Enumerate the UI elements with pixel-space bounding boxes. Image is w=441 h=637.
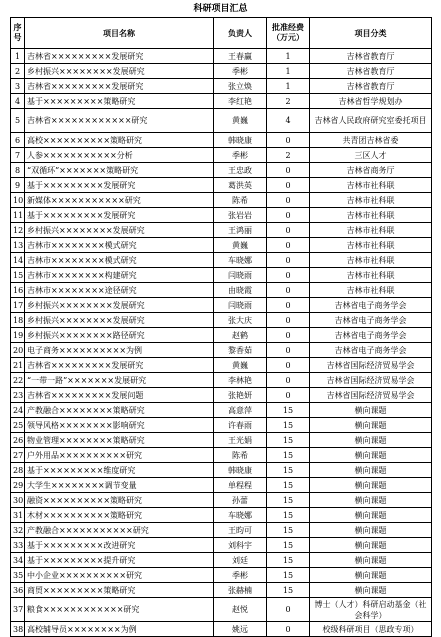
table-row	[11, 328, 432, 343]
table-row	[11, 148, 432, 163]
approved-funding: 0	[267, 328, 310, 343]
row-index: 35	[11, 568, 25, 583]
project-name: 乡村振兴××××××××发展研究	[25, 223, 214, 238]
table-row	[11, 418, 432, 433]
table-row	[11, 223, 432, 238]
project-category: 三区人才	[310, 148, 432, 163]
table-row	[11, 433, 432, 448]
person-in-charge: 黎香茹	[214, 343, 267, 358]
project-category: 横向课题	[310, 418, 432, 433]
table-row	[11, 448, 432, 463]
approved-funding: 1	[267, 79, 310, 94]
row-index: 20	[11, 343, 25, 358]
person-in-charge: 韩晓康	[214, 133, 267, 148]
project-name: 高校××××××××××策略研究	[25, 133, 214, 148]
person-in-charge: 李林艳	[214, 373, 267, 388]
person-in-charge: 季彬	[214, 64, 267, 79]
table-row	[11, 523, 432, 538]
project-category: 横向课题	[310, 553, 432, 568]
table-row	[11, 622, 432, 637]
person-in-charge: 高意萍	[214, 403, 267, 418]
person-in-charge: 韩晓康	[214, 463, 267, 478]
row-index: 11	[11, 208, 25, 223]
table-row	[11, 64, 432, 79]
table-row	[11, 553, 432, 568]
project-category: 吉林省电子商务学会	[310, 343, 432, 358]
person-in-charge: 刘科宇	[214, 538, 267, 553]
project-name: 粮食××××××××××××研究	[25, 598, 214, 622]
row-index: 18	[11, 313, 25, 328]
project-category: 吉林市社科联	[310, 193, 432, 208]
project-name: “双循环”×××××××策略研究	[25, 163, 214, 178]
row-index: 25	[11, 418, 25, 433]
row-index: 2	[11, 64, 25, 79]
row-index: 15	[11, 268, 25, 283]
approved-funding: 15	[267, 478, 310, 493]
table-row	[11, 133, 432, 148]
row-index: 33	[11, 538, 25, 553]
table-row	[11, 163, 432, 178]
row-index: 28	[11, 463, 25, 478]
project-name: “一带一路”×××××××发展研究	[25, 373, 214, 388]
project-category: 吉林市社科联	[310, 178, 432, 193]
approved-funding: 0	[267, 178, 310, 193]
person-in-charge: 张艳妍	[214, 388, 267, 403]
row-index: 36	[11, 583, 25, 598]
person-in-charge: 陈希	[214, 193, 267, 208]
approved-funding: 15	[267, 448, 310, 463]
project-name: 基于×××××××××改进研究	[25, 538, 214, 553]
person-in-charge: 黄巍	[214, 109, 267, 133]
approved-funding: 15	[267, 538, 310, 553]
table-header-row	[11, 18, 432, 49]
approved-funding: 15	[267, 463, 310, 478]
row-index: 37	[11, 598, 25, 622]
approved-funding: 0	[267, 343, 310, 358]
person-in-charge: 刘廷	[214, 553, 267, 568]
table-row	[11, 238, 432, 253]
approved-funding: 15	[267, 568, 310, 583]
row-index: 22	[11, 373, 25, 388]
person-in-charge: 孙蕾	[214, 493, 267, 508]
row-index: 38	[11, 622, 25, 637]
project-category: 横向课题	[310, 478, 432, 493]
table-row	[11, 493, 432, 508]
person-in-charge: 张大庆	[214, 313, 267, 328]
approved-funding: 15	[267, 583, 310, 598]
row-index: 32	[11, 523, 25, 538]
project-category: 吉林省国际经济贸易学会	[310, 388, 432, 403]
project-category: 吉林省电子商务学会	[310, 298, 432, 313]
row-index: 6	[11, 133, 25, 148]
table-row	[11, 178, 432, 193]
approved-funding: 15	[267, 493, 310, 508]
row-index: 17	[11, 298, 25, 313]
approved-funding: 0	[267, 193, 310, 208]
row-index: 27	[11, 448, 25, 463]
approved-funding: 15	[267, 553, 310, 568]
project-category: 横向课题	[310, 403, 432, 418]
project-category: 横向课题	[310, 523, 432, 538]
row-index: 3	[11, 79, 25, 94]
person-in-charge: 姚远	[214, 622, 267, 637]
table-row	[11, 358, 432, 373]
table-row	[11, 208, 432, 223]
project-category: 共青团吉林省委	[310, 133, 432, 148]
person-in-charge: 陈希	[214, 448, 267, 463]
project-name: 基于×××××××××发展研究	[25, 208, 214, 223]
row-index: 10	[11, 193, 25, 208]
project-name: 吉林省×××××××××发展研究	[25, 49, 214, 64]
person-in-charge: 车晓娜	[214, 253, 267, 268]
person-in-charge: 李红艳	[214, 94, 267, 109]
row-index: 13	[11, 238, 25, 253]
approved-funding: 2	[267, 148, 310, 163]
header-index: 序号	[11, 18, 25, 49]
approved-funding: 1	[267, 49, 310, 64]
project-category: 校级科研项目（思政专项）	[310, 622, 432, 637]
project-category: 吉林市社科联	[310, 223, 432, 238]
table-row	[11, 508, 432, 523]
row-index: 30	[11, 493, 25, 508]
person-in-charge: 葛洪英	[214, 178, 267, 193]
row-index: 7	[11, 148, 25, 163]
project-name: 吉林市××××××××构建研究	[25, 268, 214, 283]
project-category: 吉林市社科联	[310, 268, 432, 283]
row-index: 34	[11, 553, 25, 568]
table-row	[11, 313, 432, 328]
row-index: 21	[11, 358, 25, 373]
person-in-charge: 张岩岩	[214, 208, 267, 223]
table-row	[11, 478, 432, 493]
row-index: 31	[11, 508, 25, 523]
project-name: 吉林市××××××××模式研究	[25, 253, 214, 268]
row-index: 26	[11, 433, 25, 448]
approved-funding: 0	[267, 268, 310, 283]
approved-funding: 0	[267, 283, 310, 298]
person-in-charge: 赵鹤	[214, 328, 267, 343]
project-name: 吉林市××××××××模式研究	[25, 238, 214, 253]
table-row	[11, 583, 432, 598]
approved-funding: 15	[267, 418, 310, 433]
project-name: 乡村振兴××××××××发展研究	[25, 313, 214, 328]
project-category: 吉林省国际经济贸易学会	[310, 373, 432, 388]
approved-funding: 0	[267, 622, 310, 637]
approved-funding: 0	[267, 313, 310, 328]
table-row	[11, 268, 432, 283]
table-row	[11, 298, 432, 313]
project-name: 吉林市××××××××途径研究	[25, 283, 214, 298]
project-category: 横向课题	[310, 583, 432, 598]
person-in-charge: 黄巍	[214, 358, 267, 373]
table-row	[11, 193, 432, 208]
person-in-charge: 车晓娜	[214, 508, 267, 523]
table-row	[11, 343, 432, 358]
table-row	[11, 79, 432, 94]
approved-funding: 0	[267, 373, 310, 388]
person-in-charge: 王光娟	[214, 433, 267, 448]
row-index: 14	[11, 253, 25, 268]
person-in-charge: 王春赢	[214, 49, 267, 64]
row-index: 4	[11, 94, 25, 109]
project-name: 户外用品××××××××××研究	[25, 448, 214, 463]
person-in-charge: 单程程	[214, 478, 267, 493]
approved-funding: 15	[267, 403, 310, 418]
approved-funding: 0	[267, 163, 310, 178]
row-index: 9	[11, 178, 25, 193]
row-index: 5	[11, 109, 25, 133]
table-row	[11, 253, 432, 268]
approved-funding: 1	[267, 64, 310, 79]
project-name: 电子商务××××××××××为例	[25, 343, 214, 358]
project-name: 中小企业××××××××××研究	[25, 568, 214, 583]
person-in-charge: 王昀可	[214, 523, 267, 538]
table-row	[11, 568, 432, 583]
project-name: 乡村振兴××××××××路径研究	[25, 328, 214, 343]
project-name: 物业管理××××××××策略研究	[25, 433, 214, 448]
person-in-charge: 季彬	[214, 148, 267, 163]
approved-funding: 0	[267, 358, 310, 373]
project-category: 横向课题	[310, 568, 432, 583]
project-name: 商贸×××××××××策略研究	[25, 583, 214, 598]
project-category: 横向课题	[310, 448, 432, 463]
row-index: 1	[11, 49, 25, 64]
table-row	[11, 463, 432, 478]
project-category: 博士（人才）科研启动基金（社会科学）	[310, 598, 432, 622]
project-category: 横向课题	[310, 493, 432, 508]
project-category: 横向课题	[310, 538, 432, 553]
project-name: 基于×××××××××策略研究	[25, 94, 214, 109]
header-project-name: 项目名称	[25, 18, 214, 49]
project-name: 融资××××××××××策略研究	[25, 493, 214, 508]
project-category: 吉林省哲学规划办	[310, 94, 432, 109]
row-index: 19	[11, 328, 25, 343]
project-name: 基于×××××××××提升研究	[25, 553, 214, 568]
table-row	[11, 403, 432, 418]
project-name: 木材××××××××××策略研究	[25, 508, 214, 523]
approved-funding: 15	[267, 523, 310, 538]
project-category: 吉林省教育厅	[310, 49, 432, 64]
table-row	[11, 49, 432, 64]
page-title: 科研项目汇总	[193, 4, 248, 14]
row-index: 8	[11, 163, 25, 178]
approved-funding: 4	[267, 109, 310, 133]
project-category: 吉林省教育厅	[310, 79, 432, 94]
person-in-charge: 由晓霞	[214, 283, 267, 298]
project-category: 吉林市社科联	[310, 283, 432, 298]
projects-table	[10, 17, 432, 637]
approved-funding: 0	[267, 223, 310, 238]
project-name: 产教融合××××××××策略研究	[25, 403, 214, 418]
project-category: 横向课题	[310, 433, 432, 448]
project-name: 吉林省××××××××××××研究	[25, 109, 214, 133]
project-name: 新媒体×××××××××××研究	[25, 193, 214, 208]
approved-funding: 0	[267, 238, 310, 253]
project-category: 横向课题	[310, 463, 432, 478]
approved-funding: 0	[267, 208, 310, 223]
row-index: 23	[11, 388, 25, 403]
approved-funding: 0	[267, 133, 310, 148]
table-row	[11, 283, 432, 298]
project-name: 乡村振兴××××××××发展研究	[25, 64, 214, 79]
project-name: 基于×××××××××发展研究	[25, 178, 214, 193]
table-row	[11, 388, 432, 403]
table-body	[11, 49, 432, 637]
person-in-charge: 黄巍	[214, 238, 267, 253]
row-index: 29	[11, 478, 25, 493]
project-name: 乡村振兴××××××××发展研究	[25, 298, 214, 313]
project-name: 领导风格××××××××影响研究	[25, 418, 214, 433]
table-row	[11, 109, 432, 133]
person-in-charge: 闫晓雨	[214, 298, 267, 313]
project-category: 吉林市社科联	[310, 208, 432, 223]
header-approved-funding: 批准经费（万元）	[267, 18, 310, 49]
person-in-charge: 赵悦	[214, 598, 267, 622]
table-row	[11, 598, 432, 622]
table-row	[11, 373, 432, 388]
project-category: 吉林省人民政府研究室委托项目	[310, 109, 432, 133]
row-index: 16	[11, 283, 25, 298]
person-in-charge: 张赫楠	[214, 583, 267, 598]
person-in-charge: 张立焕	[214, 79, 267, 94]
project-name: 基于×××××××××维度研究	[25, 463, 214, 478]
project-category: 横向课题	[310, 508, 432, 523]
project-category: 吉林省电子商务学会	[310, 313, 432, 328]
project-category: 吉林市社科联	[310, 238, 432, 253]
person-in-charge: 王忠政	[214, 163, 267, 178]
project-name: 吉林省×××××××××发展研究	[25, 79, 214, 94]
row-index: 12	[11, 223, 25, 238]
person-in-charge: 闫晓雨	[214, 268, 267, 283]
person-in-charge: 许春雨	[214, 418, 267, 433]
approved-funding: 2	[267, 94, 310, 109]
project-category: 吉林省电子商务学会	[310, 328, 432, 343]
project-name: 人参×××××××××××分析	[25, 148, 214, 163]
header-project-category: 项目分类	[310, 18, 432, 49]
header-person-in-charge: 负责人	[214, 18, 267, 49]
table-row	[11, 538, 432, 553]
approved-funding: 0	[267, 388, 310, 403]
project-category: 吉林市社科联	[310, 253, 432, 268]
project-name: 大学生××××××××调节变量	[25, 478, 214, 493]
project-category: 吉林省商务厅	[310, 163, 432, 178]
project-category: 吉林省教育厅	[310, 64, 432, 79]
project-category: 吉林省国际经济贸易学会	[310, 358, 432, 373]
project-name: 高校辅导员××××××××为例	[25, 622, 214, 637]
approved-funding: 15	[267, 433, 310, 448]
person-in-charge: 季彬	[214, 568, 267, 583]
approved-funding: 0	[267, 253, 310, 268]
project-name: 吉林省×××××××××发展问题	[25, 388, 214, 403]
project-name: 吉林省×××××××××发展研究	[25, 358, 214, 373]
table-row	[11, 94, 432, 109]
approved-funding: 0	[267, 298, 310, 313]
approved-funding: 15	[267, 508, 310, 523]
person-in-charge: 王鸿丽	[214, 223, 267, 238]
row-index: 24	[11, 403, 25, 418]
project-name: 产教融合×××××××××××研究	[25, 523, 214, 538]
approved-funding: 0	[267, 598, 310, 622]
